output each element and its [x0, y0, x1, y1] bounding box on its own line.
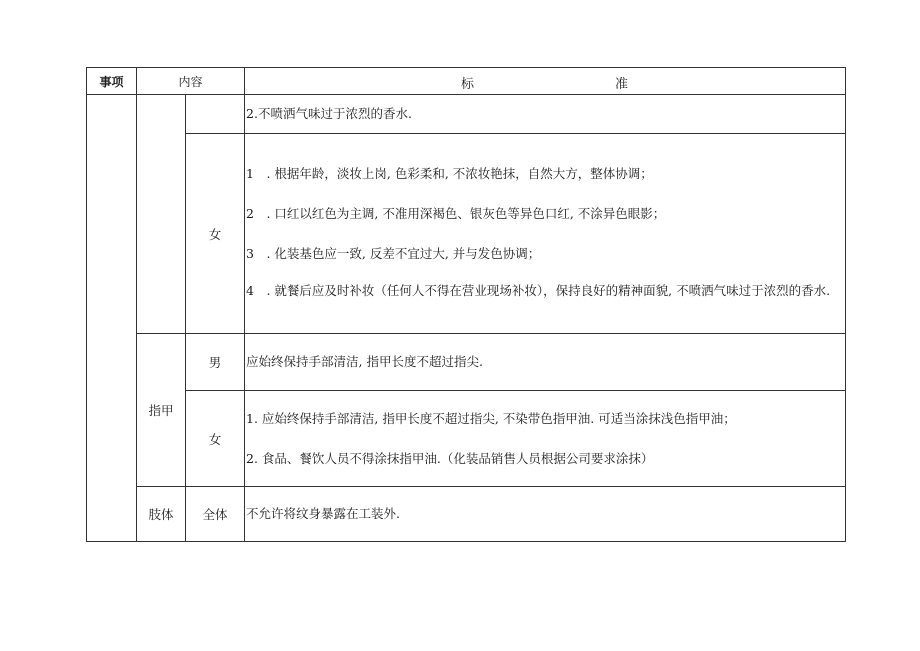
nails-item-2: 2. 食品、餐饮人员不得涂抹指甲油.（化装品销售人员根据公司要求涂抹）	[246, 450, 654, 466]
nails-male-label: 男	[186, 334, 245, 391]
nails-male-text: 应始终保持手部清洁, 指甲长度不超过指尖.	[245, 334, 846, 391]
makeup-female-label: 女	[186, 134, 245, 334]
header-standard-char1: 标	[461, 77, 475, 92]
nails-female-standards	[245, 391, 846, 487]
header-content: 内容	[137, 68, 245, 95]
header-standard	[245, 68, 846, 95]
header-standard-char2: 准	[615, 77, 629, 92]
body-category: 肢体	[137, 487, 186, 542]
body-row	[87, 487, 846, 542]
makeup-item-3: 3 . 化装基色应一致, 反差不宜过大, 并与发色协调；	[246, 245, 541, 261]
nails-item-1: 1. 应始终保持手部清洁, 指甲长度不超过指尖, 不染带色指甲油. 可适当涂抹浅色指甲油；	[246, 410, 736, 426]
header-item: 事项	[87, 68, 137, 95]
item-cell-empty	[87, 95, 137, 542]
nails-female-row	[87, 391, 846, 487]
perfume-row	[87, 95, 846, 134]
nails-female-label: 女	[186, 391, 245, 487]
makeup-female-standards	[245, 134, 846, 334]
perfume-text: 2.不喷洒气味过于浓烈的香水.	[245, 95, 846, 134]
header-row	[87, 68, 846, 95]
nails-male-row	[87, 334, 846, 391]
perfume-gender-cell	[186, 95, 245, 134]
standards-table	[86, 67, 846, 542]
body-scope: 全体	[186, 487, 245, 542]
nails-category: 指甲	[137, 334, 186, 487]
body-text: 不允许将纹身暴露在工装外.	[245, 487, 846, 542]
makeup-female-row	[87, 134, 846, 334]
makeup-category-cell	[137, 95, 186, 334]
makeup-item-2: 2 . 口红以红色为主调, 不准用深褐色、银灰色等异色口红, 不涂异色眼影；	[246, 205, 666, 221]
makeup-item-1: 1 . 根据年龄，淡妆上岗, 色彩柔和, 不浓妆艳抹，自然大方，整体协调；	[246, 165, 653, 181]
makeup-item-4: 4 . 就餐后应及时补妆（任何人不得在营业现场补妆），保持良好的精神面貌, 不喷洒气味过于浓烈的香水.	[246, 282, 831, 298]
